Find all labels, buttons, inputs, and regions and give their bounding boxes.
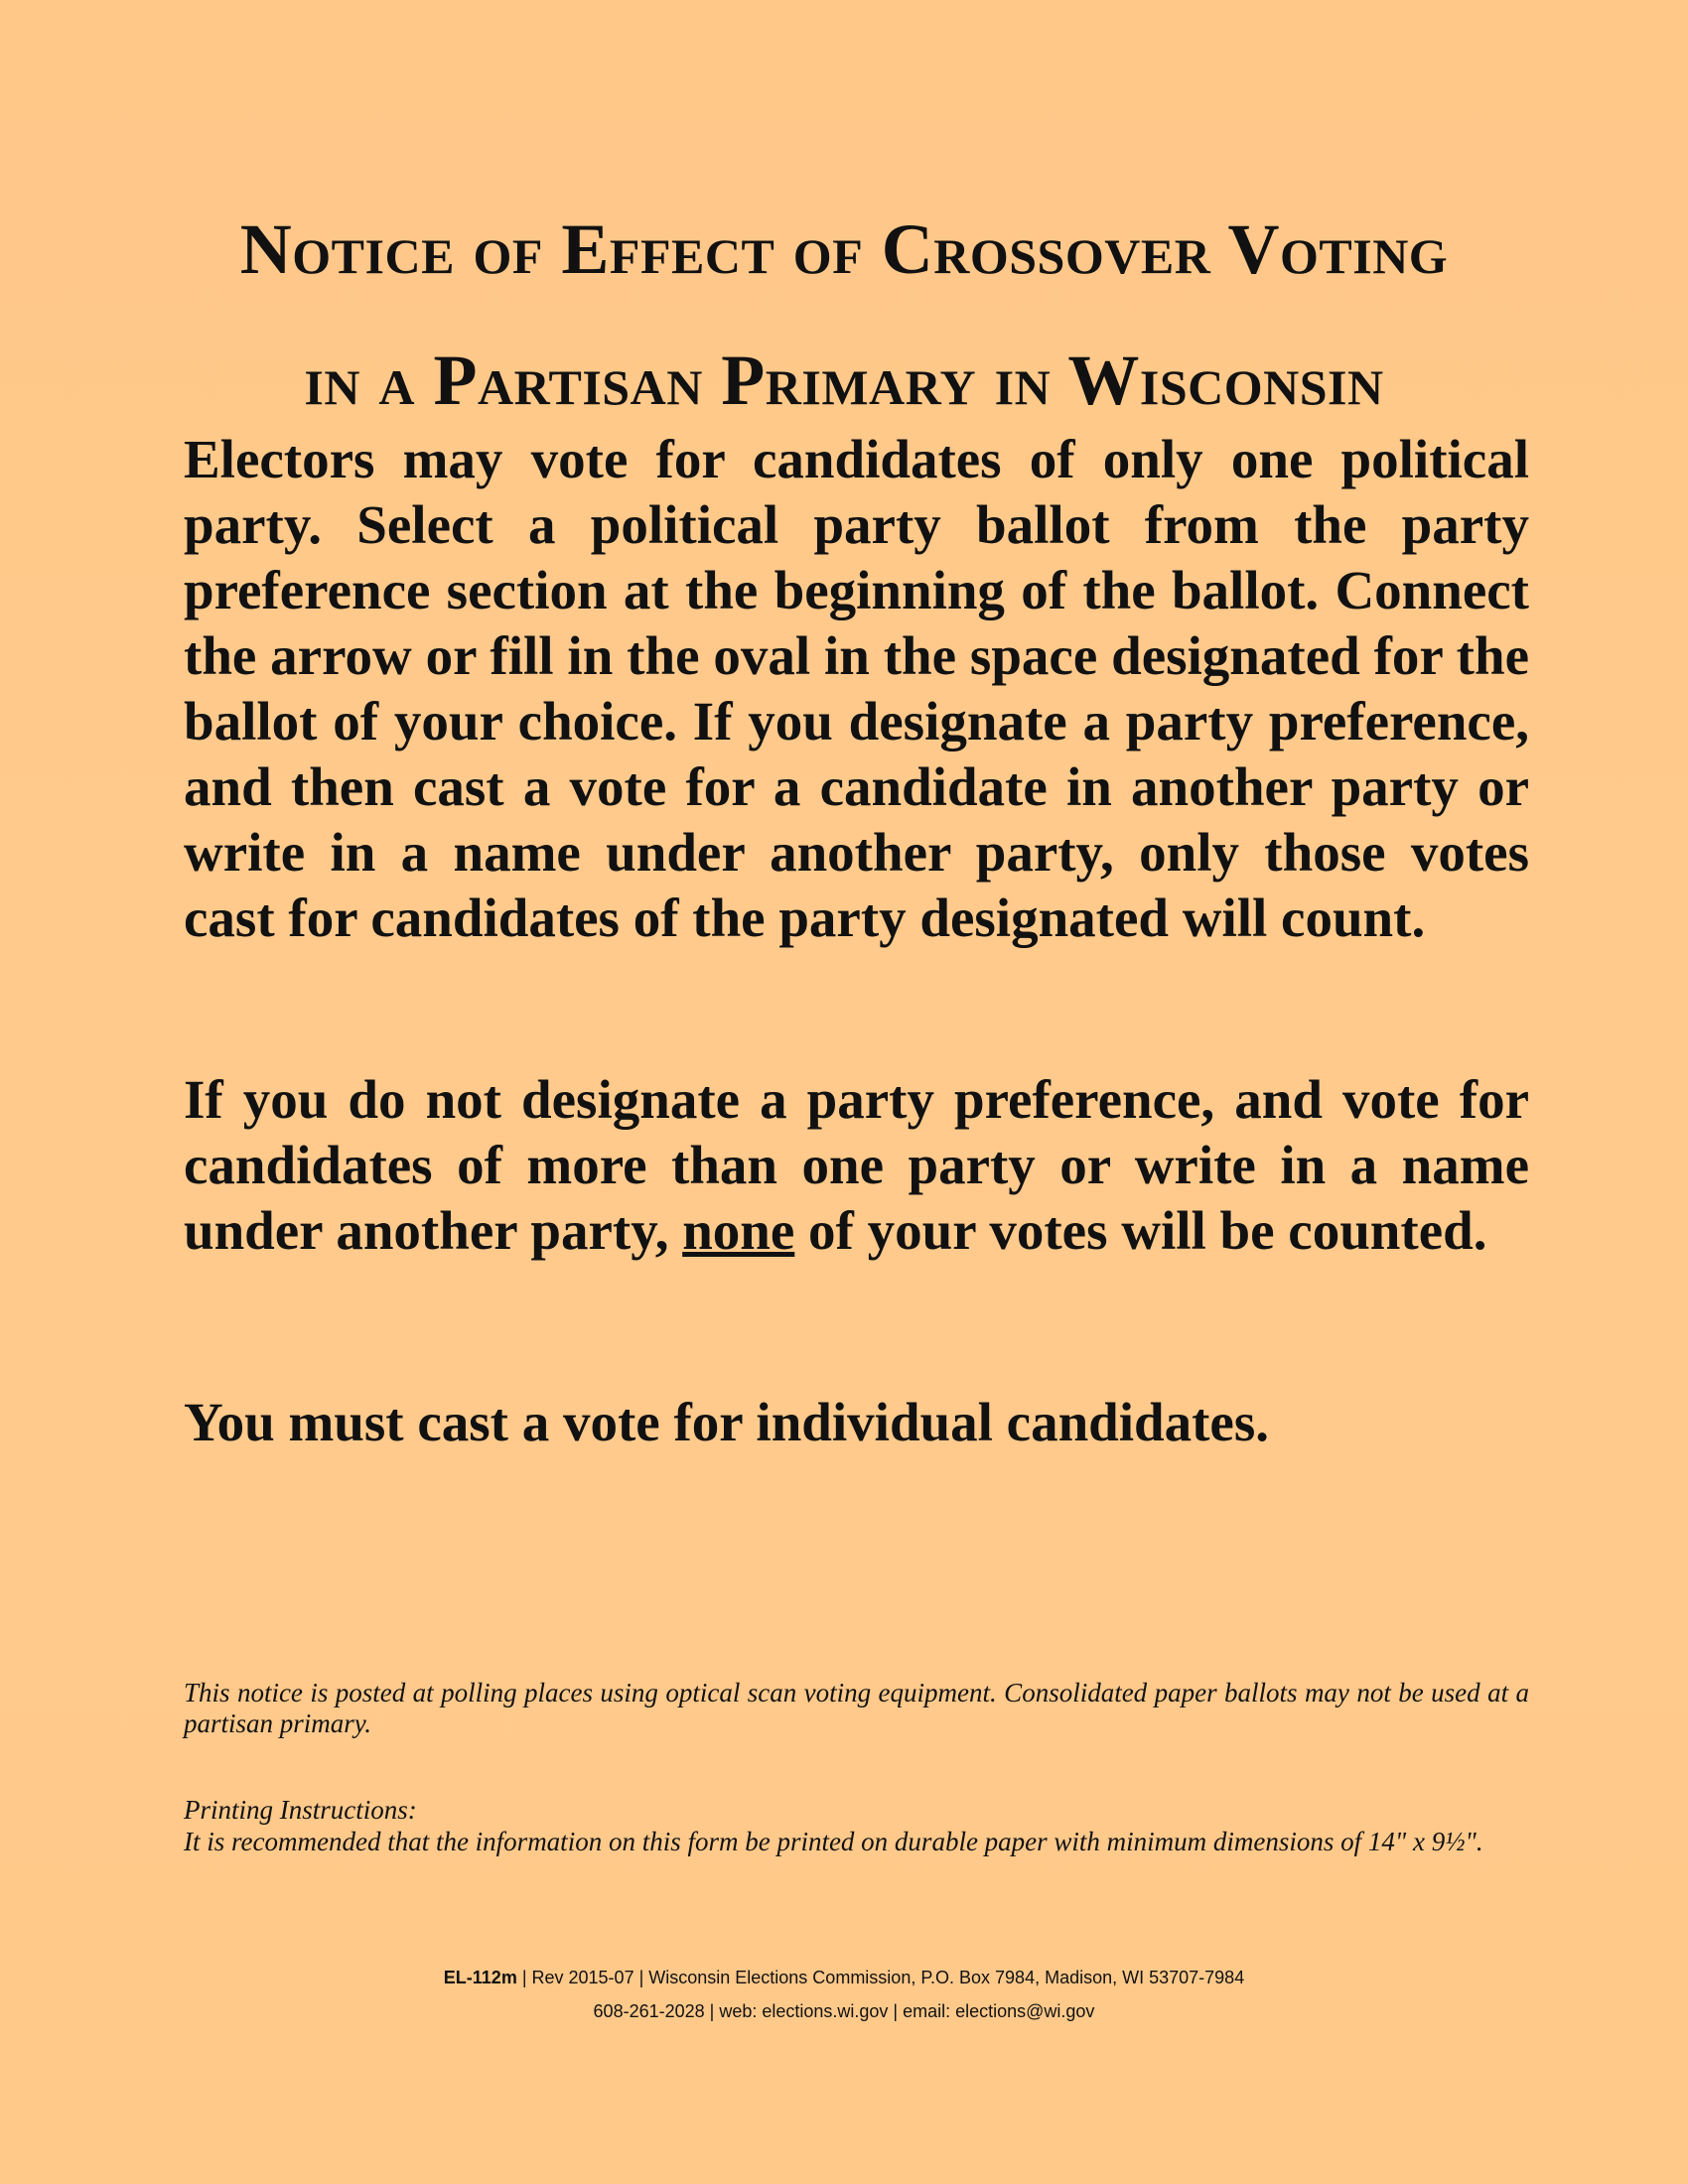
no-preference-text-after: of your votes will be counted. [794,1200,1487,1261]
none-emphasis: none [682,1200,795,1261]
form-id: EL-112m [443,1968,517,1987]
printing-instructions-text: It is recommended that the information on this form be printed on durable paper with minimum dimensions of 14" x 9½". [184,1827,1483,1856]
notice-title [149,184,1539,446]
posting-notice: This notice is posted at polling places using optical scan voting equipment. Consolidated paper ballots may not be used at a partisan primary. [184,1678,1529,1738]
footer-contact: 608-261-2028 | web: elections.wi.gov | email: elections@wi.gov [593,2001,1095,2021]
individual-candidates-paragraph: You must cast a vote for individual candidates. [184,1392,1269,1452]
title-line-2: in a Partisan Primary in Wisconsin [304,341,1384,420]
no-preference-paragraph [184,1067,1529,1264]
title-line-1: Notice of Effect of Crossover Voting [239,209,1449,289]
printing-instructions-heading: Printing Instructions: [184,1795,417,1825]
no-preference-text-before: If you do not designate a party preference, and vote for candidates of more than one party or write in a name under another party, [184,1069,1529,1261]
footer-line-1 [0,1966,1688,1989]
footer-address: | Rev 2015-07 | Wisconsin Elections Commission, P.O. Box 7984, Madison, WI 53707-7984 [516,1968,1245,1987]
instructions-paragraph: Electors may vote for candidates of only one political party. Select a political party ballot from the party preference section at the beginning of the ballot. Connect the arrow or fill in the oval in the space designated for the ballot of your choice. If you designate a party preference, and then cast a vote for a candidate in another party or write in a name under another party, only those votes cast for candidates of the party designated will count. [184,429,1529,948]
